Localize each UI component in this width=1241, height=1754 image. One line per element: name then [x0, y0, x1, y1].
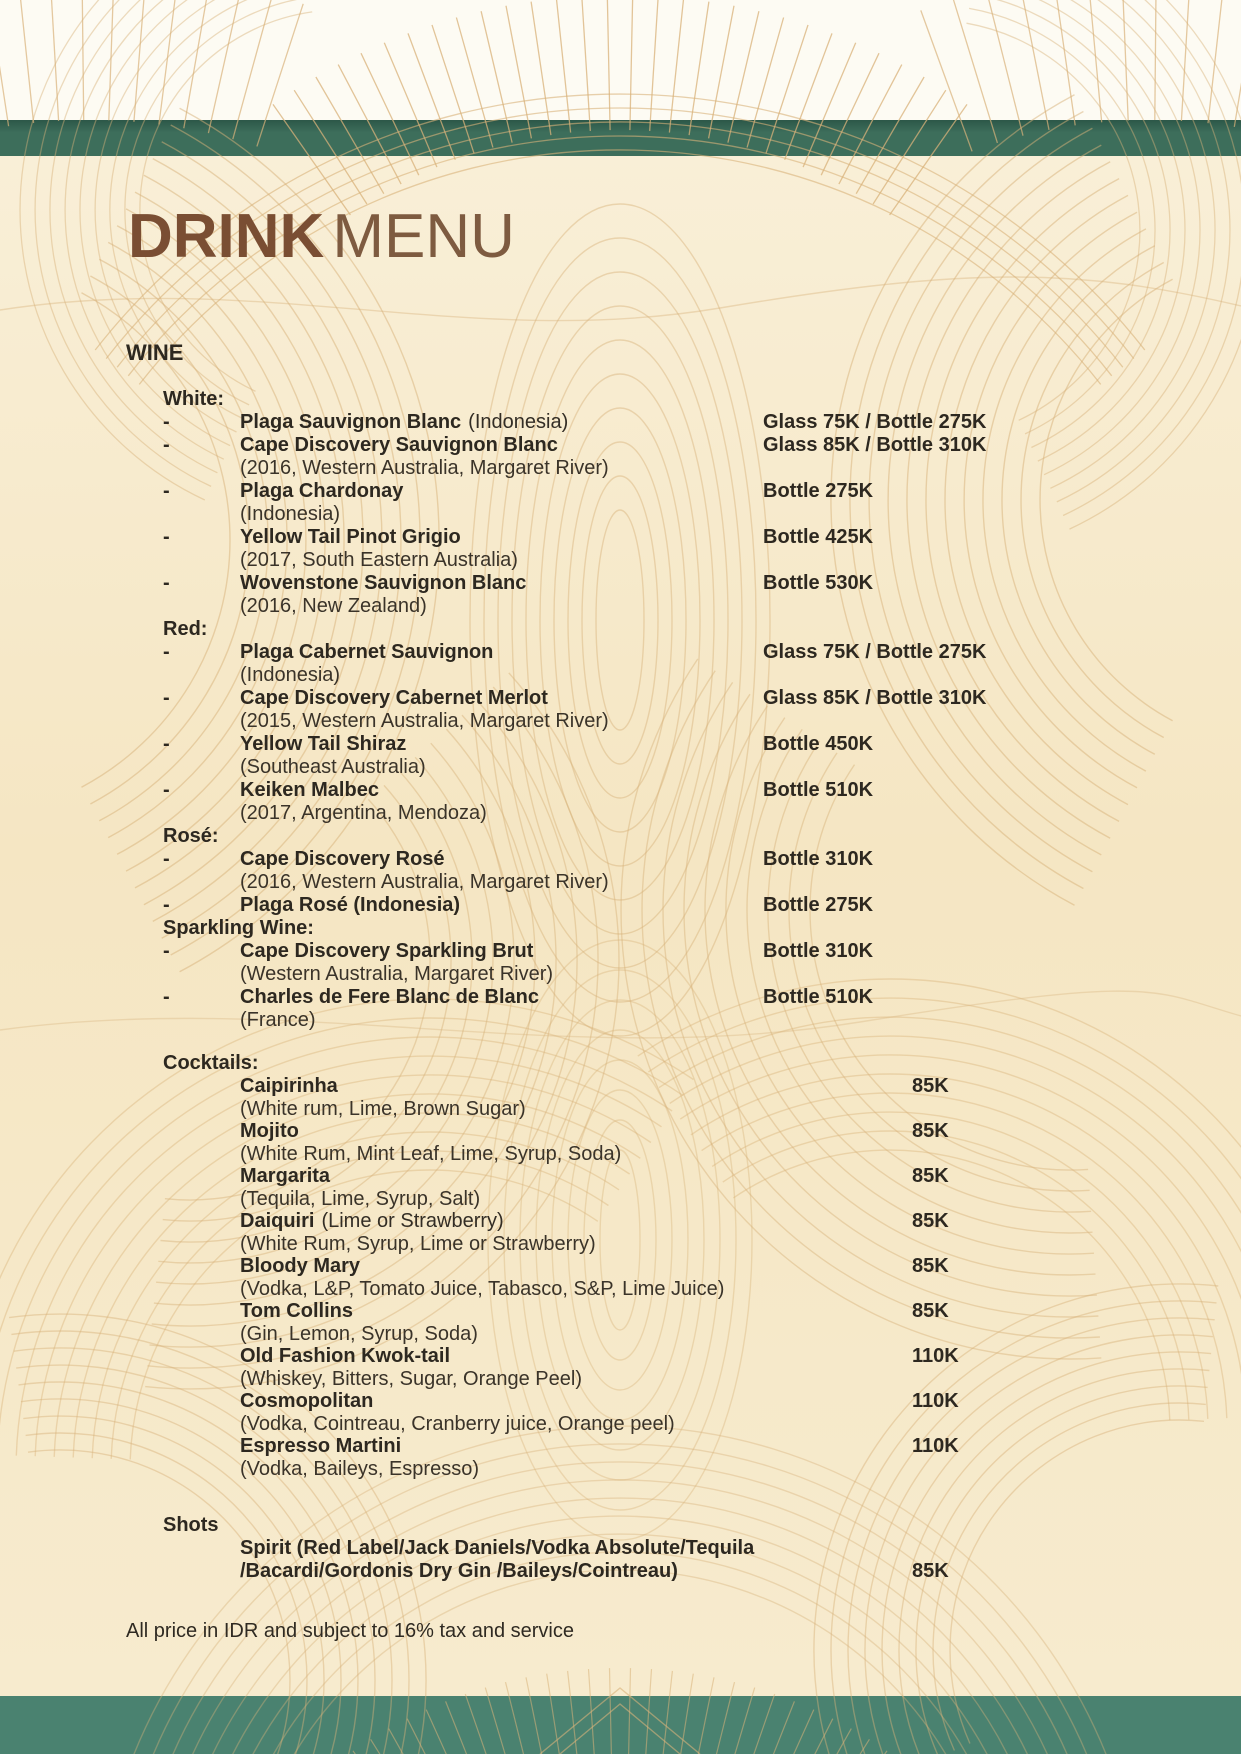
cocktail-ingredients: (White Rum, Mint Leaf, Lime, Syrup, Soda) — [240, 1142, 622, 1165]
wine-item-name: Plaga Sauvignon Blanc — [240, 411, 462, 433]
wine-item-name: Yellow Tail Pinot Grigio — [240, 526, 461, 548]
wine-item-name-wrap — [240, 848, 763, 871]
wine-item-detail: (2017, South Eastern Australia) — [240, 549, 518, 571]
footer-note: All price in IDR and subject to 16% tax and service — [126, 1620, 574, 1642]
shots-item-name-line1: Spirit (Red Label/Jack Daniels/Vodka Absolute/Tequila — [240, 1537, 755, 1559]
wine-item-name: Keiken Malbec — [240, 779, 379, 801]
bullet-dash: - — [163, 733, 170, 755]
cocktail-item-row — [240, 1120, 1241, 1165]
wine-item-name: Cape Discovery Sauvignon Blanc — [240, 434, 558, 456]
wine-item-row — [163, 986, 1241, 1032]
bullet-dash: - — [163, 894, 170, 916]
wine-item-price: Bottle 425K — [763, 526, 874, 548]
cocktail-name: Daiquiri — [240, 1210, 315, 1232]
wine-item-name: Plaga Rosé (Indonesia) — [240, 894, 461, 916]
cocktail-name: Tom Collins — [240, 1300, 353, 1322]
wine-item-row — [163, 480, 1241, 526]
wine-item-row — [163, 779, 1241, 825]
top-white-strip — [0, 0, 1241, 120]
wine-item-price: Bottle 275K — [763, 480, 874, 502]
wine-item-name: Plaga Chardonay — [240, 480, 404, 502]
bottom-divider-bar — [0, 1696, 1241, 1754]
wine-item-name-wrap — [240, 986, 763, 1009]
wine-item-name-wrap — [240, 641, 763, 664]
cocktail-name-wrap — [240, 1390, 912, 1413]
cocktail-item-row — [240, 1255, 1241, 1300]
cocktail-name-wrap — [240, 1345, 912, 1368]
cocktail-name-wrap — [240, 1165, 912, 1188]
menu-content — [0, 156, 1241, 1643]
wine-groups — [0, 388, 1241, 1032]
cocktail-name-wrap — [240, 1210, 912, 1233]
wine-item-price: Bottle 275K — [763, 894, 874, 916]
cocktail-item-row — [240, 1390, 1241, 1435]
bullet-dash: - — [163, 641, 170, 663]
cocktail-name: Caipirinha — [240, 1075, 338, 1097]
cocktail-name: Mojito — [240, 1120, 299, 1142]
cocktail-name-wrap — [240, 1435, 912, 1458]
wine-item-row — [163, 526, 1241, 572]
wine-item-detail: (France) — [240, 1009, 316, 1031]
wine-item-name-wrap — [240, 526, 763, 549]
title-bold-word: DRINK — [128, 202, 325, 271]
cocktail-name-wrap — [240, 1120, 912, 1143]
wine-item-row — [163, 411, 1241, 434]
wine-item-name-wrap — [240, 940, 763, 963]
wine-item-price: Bottle 310K — [763, 940, 874, 962]
wine-item-name-wrap — [240, 480, 763, 503]
wine-item-row — [163, 572, 1241, 618]
cocktail-name: Cosmopolitan — [240, 1390, 374, 1412]
cocktail-ingredients: (Tequila, Lime, Syrup, Salt) — [240, 1187, 481, 1210]
cocktail-price: 85K — [912, 1075, 949, 1097]
cocktail-item-row — [240, 1435, 1241, 1480]
cocktail-name: Margarita — [240, 1165, 331, 1187]
cocktail-price: 110K — [912, 1345, 959, 1367]
wine-item-detail: (2016, Western Australia, Margaret River) — [240, 871, 609, 893]
shots-section-heading: Shots — [163, 1514, 219, 1536]
shots-item-name — [240, 1537, 912, 1583]
cocktail-item-row — [240, 1300, 1241, 1345]
wine-item-detail: (2016, New Zealand) — [240, 595, 427, 617]
cocktail-price: 85K — [912, 1165, 949, 1187]
cocktail-name-wrap — [240, 1255, 912, 1278]
wine-group-label: Sparkling Wine: — [163, 917, 314, 939]
wine-item-name-wrap — [240, 687, 763, 710]
wine-item-detail: (Indonesia) — [240, 664, 341, 686]
wine-item-origin: (Indonesia) — [468, 411, 569, 433]
wine-item-price: Bottle 310K — [763, 848, 874, 870]
wine-item-name: Cape Discovery Rosé — [240, 848, 445, 870]
cocktail-ingredients: (Vodka, L&P, Tomato Juice, Tabasco, S&P, Lime Juice) — [240, 1277, 725, 1300]
cocktail-ingredients: (Gin, Lemon, Syrup, Soda) — [240, 1322, 478, 1345]
cocktail-name: Espresso Martini — [240, 1435, 402, 1457]
cocktail-price: 85K — [912, 1120, 949, 1142]
wine-item-detail: (2016, Western Australia, Margaret River) — [240, 457, 609, 479]
wine-item-detail: (Southeast Australia) — [240, 756, 426, 778]
wine-item-name: Wovenstone Sauvignon Blanc — [240, 572, 527, 594]
cocktail-name-wrap — [240, 1300, 912, 1323]
wine-item-row — [163, 894, 1241, 917]
cocktail-item-row — [240, 1165, 1241, 1210]
cocktail-price: 85K — [912, 1300, 949, 1322]
wine-item-price: Glass 85K / Bottle 310K — [763, 687, 987, 709]
wine-item-name-wrap — [240, 894, 763, 917]
cocktail-name-wrap — [240, 1075, 912, 1098]
bullet-dash: - — [163, 940, 170, 962]
bullet-dash: - — [163, 687, 170, 709]
cocktail-item-row — [240, 1345, 1241, 1390]
top-divider-bar — [0, 120, 1241, 156]
bullet-dash: - — [163, 848, 170, 870]
wine-item-detail: (Western Australia, Margaret River) — [240, 963, 554, 985]
wine-item-detail: (2017, Argentina, Mendoza) — [240, 802, 487, 824]
wine-item-price: Bottle 530K — [763, 572, 874, 594]
cocktails-section-heading: Cocktails: — [163, 1052, 259, 1074]
wine-item-name-wrap — [240, 411, 763, 434]
cocktail-price: 85K — [912, 1210, 949, 1232]
shots-item-name-line2: /Bacardi/Gordonis Dry Gin /Baileys/Cointreau) — [240, 1560, 678, 1582]
wine-item-price: Glass 75K / Bottle 275K — [763, 641, 987, 663]
wine-item-name-wrap — [240, 733, 763, 756]
bullet-dash: - — [163, 434, 170, 456]
wine-item-name-wrap — [240, 779, 763, 802]
wine-group-label: White: — [163, 388, 225, 410]
cocktail-items — [0, 1075, 1241, 1480]
wine-item-name: Charles de Fere Blanc de Blanc — [240, 986, 540, 1008]
cocktail-name-note: (Lime or Strawberry) — [321, 1210, 504, 1232]
wine-item-price: Glass 75K / Bottle 275K — [763, 411, 987, 433]
cocktail-price: 110K — [912, 1390, 959, 1412]
wine-item-price: Glass 85K / Bottle 310K — [763, 434, 987, 456]
shots-item-row — [240, 1537, 1241, 1583]
bullet-dash: - — [163, 411, 170, 433]
cocktail-ingredients: (White rum, Lime, Brown Sugar) — [240, 1097, 526, 1120]
cocktail-price: 85K — [912, 1255, 949, 1277]
cocktail-ingredients: (White Rum, Syrup, Lime or Strawberry) — [240, 1232, 596, 1255]
bullet-dash: - — [163, 572, 170, 594]
wine-item-price: Bottle 450K — [763, 733, 874, 755]
wine-item-price: Bottle 510K — [763, 986, 874, 1008]
wine-item-row — [163, 641, 1241, 687]
wine-item-name: Cape Discovery Sparkling Brut — [240, 940, 534, 962]
wine-group-label: Red: — [163, 618, 208, 640]
cocktail-ingredients: (Vodka, Baileys, Espresso) — [240, 1457, 479, 1480]
bullet-dash: - — [163, 986, 170, 1008]
cocktail-item-row — [240, 1075, 1241, 1120]
cocktail-ingredients: (Vodka, Cointreau, Cranberry juice, Orange peel) — [240, 1412, 675, 1435]
wine-section-heading: WINE — [126, 340, 184, 365]
cocktail-item-row — [240, 1210, 1241, 1255]
cocktail-price: 110K — [912, 1435, 959, 1457]
wine-item-detail: (2015, Western Australia, Margaret River) — [240, 710, 609, 732]
wine-item-row — [163, 940, 1241, 986]
wine-item-name: Yellow Tail Shiraz — [240, 733, 407, 755]
bullet-dash: - — [163, 779, 170, 801]
bullet-dash: - — [163, 480, 170, 502]
wine-item-name: Cape Discovery Cabernet Merlot — [240, 687, 548, 709]
page-title — [128, 204, 1241, 270]
shots-item-price: 85K — [912, 1560, 949, 1582]
wine-group-label: Rosé: — [163, 825, 219, 847]
wine-item-name-wrap — [240, 572, 763, 595]
cocktail-name: Bloody Mary — [240, 1255, 361, 1277]
wine-item-price: Bottle 510K — [763, 779, 874, 801]
wine-item-name-wrap — [240, 434, 763, 457]
title-light-word: MENU — [332, 202, 515, 271]
cocktail-name: Old Fashion Kwok-tail — [240, 1345, 451, 1367]
bullet-dash: - — [163, 526, 170, 548]
wine-item-row — [163, 848, 1241, 894]
cocktail-ingredients: (Whiskey, Bitters, Sugar, Orange Peel) — [240, 1367, 582, 1390]
wine-item-detail: (Indonesia) — [240, 503, 341, 525]
wine-item-name: Plaga Cabernet Sauvignon — [240, 641, 494, 663]
wine-item-row — [163, 434, 1241, 480]
wine-item-row — [163, 687, 1241, 733]
wine-item-row — [163, 733, 1241, 779]
